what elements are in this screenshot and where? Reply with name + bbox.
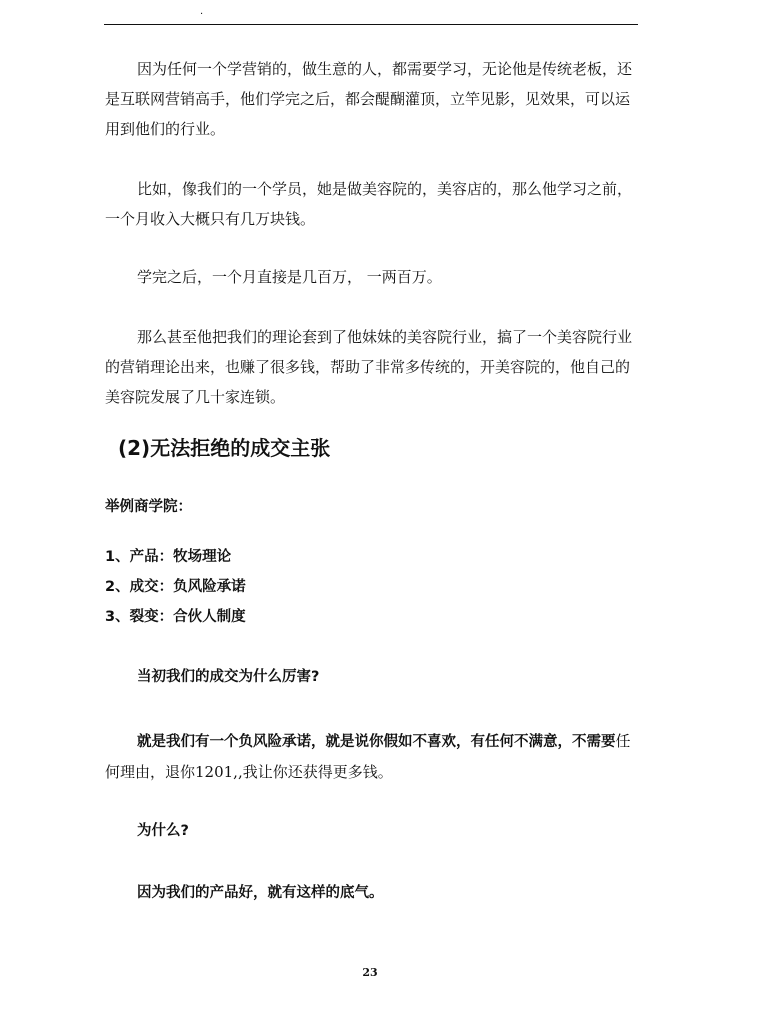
list-item-2: 2、成交：负风险承诺 [105, 579, 246, 595]
paragraph-3: 学完之后，一个月直接是几百万， 一两百万。 [137, 268, 442, 286]
because-line: 因为我们的产品好，就有这样的底气。 [137, 885, 384, 901]
paragraph-4: 那么甚至他把我们的理论套到了他妹妹的美容院行业，搞了一个美容院行业的营销理论出来，也赚了很多钱，帮助了非常多传统的，开美容院的，他自己的美容院发展了几十家连锁。 [105, 328, 633, 406]
list-item-1: 1、产品：牧场理论 [105, 549, 232, 565]
example-label: 举例商学院： [105, 499, 192, 515]
question-line: 当初我们的成交为什么厉害? [137, 669, 320, 685]
answer-bold: 就是我们有一个负风险承诺，就是说你假如不喜欢，有任何不满意，不需要 [137, 734, 616, 750]
paragraph-1: 因为任何一个学营销的，做生意的人，都需要学习，无论他是传统老板，还是互联网营销高手，他们学完之后，都会醍醐灌顶，立竿见影，见效果，可以运用到他们的行业。 [105, 60, 633, 138]
section-heading: (2)无法拒绝的成交主张 [118, 436, 331, 460]
answer-rest: 任何理由，退你1201,,我让你还获得更多钱。 [105, 732, 631, 781]
list-item-3: 3、裂变：合伙人制度 [105, 609, 246, 625]
answer-paragraph [105, 726, 645, 787]
paragraph-2: 比如，像我们的一个学员，她是做美容院的，美容店的，那么他学习之前，一个月收入大概只有几万块钱。 [105, 180, 633, 228]
why-line: 为什么? [137, 823, 189, 839]
page-number: 23 [362, 966, 378, 979]
header-mark: . [200, 6, 204, 17]
header-rule [104, 24, 638, 25]
